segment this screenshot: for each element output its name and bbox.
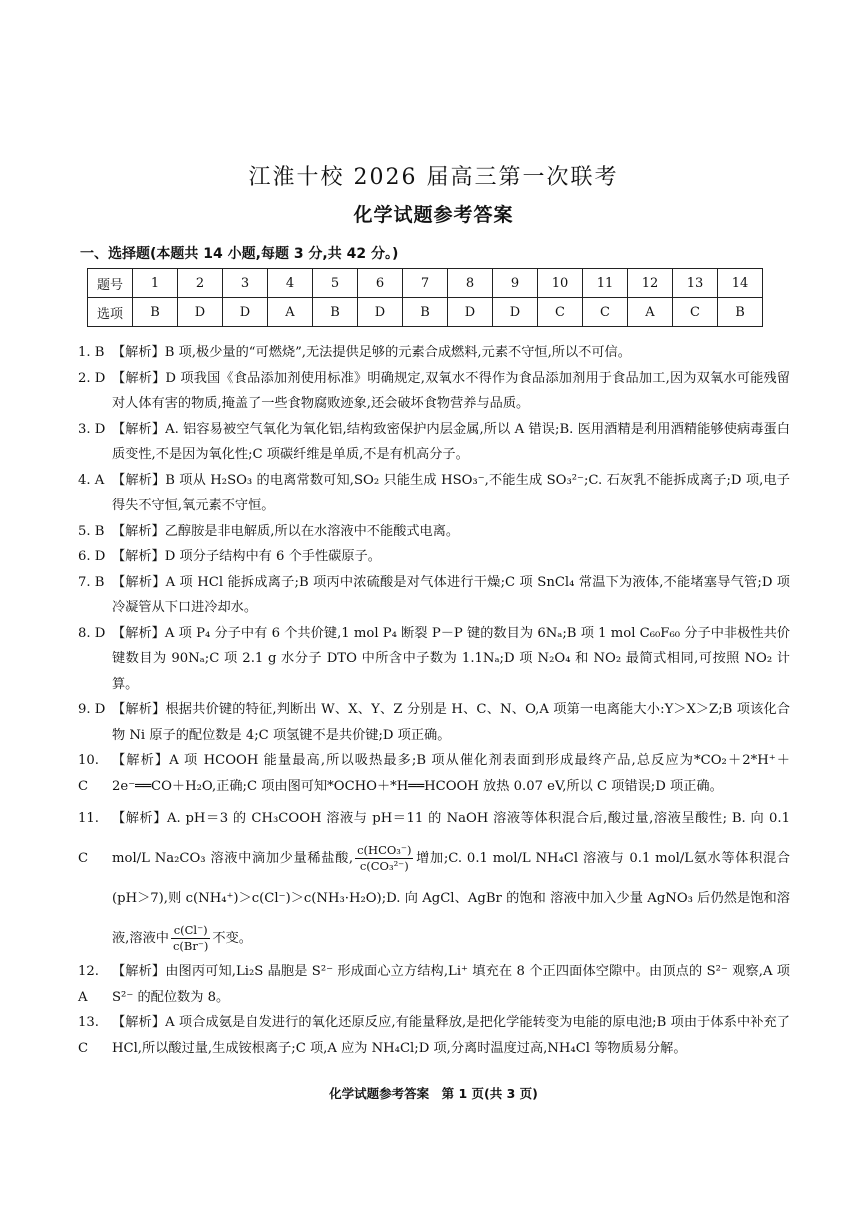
question-number: 5 [313, 269, 358, 298]
answer-option: B [403, 298, 448, 327]
item-number: 2. D [78, 370, 106, 386]
fraction [355, 843, 413, 874]
question-number: 1 [133, 269, 178, 298]
item-number: 12. A [78, 964, 99, 1005]
answer-option: C [583, 298, 628, 327]
explanation-list [78, 340, 790, 1061]
item-text: 【解析】根据共价键的特征,判断出 W、X、Y、Z 分别是 H、C、N、O,A 项第一电离能大小:Y＞X＞Z;B 项该化合物 Ni 原子的配位数是 4;C 项氢键不是共价键;D 项正确。 [112, 702, 790, 743]
explanation-item [78, 544, 790, 570]
explanation-item [78, 468, 790, 519]
explanation-item [78, 799, 790, 959]
explanation-item [78, 959, 790, 1010]
explanation-item [78, 340, 790, 366]
table-row-numbers [88, 269, 763, 298]
answer-option: A [628, 298, 673, 327]
item-number: 1. B [78, 345, 105, 360]
explanation-item [78, 697, 790, 748]
question-number: 9 [493, 269, 538, 298]
item-text: 【解析】A 项 P₄ 分子中有 6 个共价键,1 mol P₄ 断裂 P－P 键的数目为 6Nₐ;B 项 1 mol C₆₀F₆₀ 分子中非极性共价键数目为 90Nₐ;C 项 2.1 g 水分子 DTO 中所含中子数为 1.1Nₐ;D 项 N₂O₄ 和 NO₂ 最简式相同,可按照 NO₂ 计算。 [112, 625, 790, 692]
answer-option: D [223, 298, 268, 327]
question-number: 12 [628, 269, 673, 298]
fraction-denominator: c(Br⁻) [172, 939, 209, 953]
explanation-item [78, 1010, 790, 1061]
explanation-item [78, 366, 790, 417]
answer-option: B [313, 298, 358, 327]
item-text: 【解析】由图丙可知,Li₂S 晶胞是 S²⁻ 形成面心立方结构,Li⁺ 填充在 8 个正四面体空隙中。由顶点的 S²⁻ 观察,A 项 S²⁻ 的配位数为 8。 [112, 964, 790, 1005]
answer-option: B [718, 298, 763, 327]
item-number: 13. C [78, 1015, 99, 1056]
item-number: 10. C [78, 753, 99, 794]
question-number: 14 [718, 269, 763, 298]
item-number: 5. B [78, 523, 105, 539]
question-number: 13 [673, 269, 718, 298]
question-number: 3 [223, 269, 268, 298]
table-row-answers [88, 298, 763, 327]
item-number: 7. B [78, 574, 105, 590]
row-label-number: 题号 [88, 269, 133, 298]
question-number: 6 [358, 269, 403, 298]
answer-option: A [268, 298, 313, 327]
item-text: 【解析】A. pH＝3 的 CH₃COOH 溶液与 pH＝11 的 NaOH 溶液等体积混合后,酸过量,溶液呈酸性; [112, 811, 728, 826]
fraction-denominator: c(CO₃²⁻) [359, 859, 409, 873]
question-number: 2 [178, 269, 223, 298]
item-number: 4. A [78, 472, 105, 488]
item-text: 【解析】乙醇胺是非电解质,所以在水溶液中不能酸式电离。 [112, 523, 460, 539]
page-title: 江淮十校 2026 届高三第一次联考 [248, 165, 619, 190]
explanation-item [78, 519, 790, 545]
fraction-numerator: c(Cl⁻) [171, 923, 210, 939]
item-text: 增加;C. 0.1 mol/L NH₄Cl 溶液与 [415, 851, 625, 866]
fraction [171, 923, 210, 954]
answer-option: C [538, 298, 583, 327]
item-number: 8. D [78, 625, 106, 641]
item-text: 溶液中加入少量 AgNO₃ 后仍然是饱和溶液,溶液中 [112, 891, 790, 946]
item-text: 【解析】B 项,极少量的“可燃烧”,无法提供足够的元素合成燃料,元素不守恒,所以不可信。 [112, 345, 631, 360]
item-text: B. 向 0.1 mol/L Na₂CO₃ 溶液中滴加少量稀盐酸, [112, 811, 790, 866]
question-number: 4 [268, 269, 313, 298]
explanation-item [78, 621, 790, 698]
section-heading: 一、选择题(本题共 14 小题,每题 3 分,共 42 分。) [80, 246, 399, 262]
item-text: 【解析】A. 铝容易被空气氧化为氧化铝,结构致密保护内层金属,所以 A 错误;B. 医用酒精是利用酒精能够使病毒蛋白质变性,不是因为氧化性;C 项碳纤维是单质,不是有机高分子。 [112, 421, 790, 462]
question-number: 11 [583, 269, 628, 298]
item-text: 【解析】D 项我国《食品添加剂使用标准》明确规定,双氧水不得作为食品添加剂用于食品加工,因为双氧水可能残留对人体有害的物质,掩盖了一些食物腐败迹象,还会破坏食物营养与品质。 [112, 370, 790, 411]
page-subtitle: 化学试题参考答案 [353, 204, 514, 226]
answer-option: D [178, 298, 223, 327]
item-text: 【解析】A 项 HCOOH 能量最高,所以吸热最多;B 项从催化剂表面到形成最终产品,总反应为*CO₂＋2*H⁺＋2e⁻══CO＋H₂O,正确;C 项由图可知*OCHO＋*H══HCOOH 放热 0.07 eV,所以 C 项错误;D 项正确。 [112, 753, 790, 794]
question-number: 7 [403, 269, 448, 298]
item-text: 【解析】A 项合成氨是自发进行的氧化还原反应,有能量释放,是把化学能转变为电能的原电池;B 项由于体系中补充了 HCl,所以酸过量,生成铵根离子;C 项,A 应为 NH₄Cl;D 项,分离时温度过高,NH₄Cl 等物质易分解。 [112, 1015, 790, 1056]
item-text: 【解析】A 项 HCl 能拆成离子;B 项丙中浓硫酸是对气体进行干燥;C 项 SnCl₄ 常温下为液体,不能堵塞导气管;D 项冷凝管从下口进冷却水。 [112, 574, 790, 615]
answer-option: C [673, 298, 718, 327]
page-footer: 化学试题参考答案 第 1 页(共 3 页) [329, 1086, 538, 1101]
item-text: 0.1 mol/L氨水等体积混合(pH＞7),则 c(NH₄⁺)＞c(Cl⁻)＞c(NH₃·H₂O);D. 向 AgCl、AgBr 的饱和 [112, 851, 790, 906]
row-label-answer: 选项 [88, 298, 133, 327]
item-text: 【解析】D 项分子结构中有 6 个手性碳原子。 [112, 549, 381, 564]
item-number: 11. C [78, 811, 99, 866]
explanation-item [78, 748, 790, 799]
answer-table [87, 268, 763, 327]
explanation-item [78, 417, 790, 468]
item-text: 【解析】B 项从 H₂SO₃ 的电离常数可知,SO₂ 只能生成 HSO₃⁻,不能生成 SO₃²⁻;C. 石灰乳不能拆成离子;D 项,电子得失不守恒,氧元素不守恒。 [112, 472, 790, 513]
fraction-numerator: c(HCO₃⁻) [357, 843, 412, 857]
question-number: 10 [538, 269, 583, 298]
question-number: 8 [448, 269, 493, 298]
item-number: 6. D [78, 549, 106, 564]
item-text: 不变。 [212, 931, 252, 946]
item-number: 9. D [78, 702, 106, 717]
answer-option: D [448, 298, 493, 327]
answer-option: B [133, 298, 178, 327]
answer-option: D [493, 298, 538, 327]
item-number: 3. D [78, 421, 106, 437]
answer-option: D [358, 298, 403, 327]
explanation-item [78, 570, 790, 621]
